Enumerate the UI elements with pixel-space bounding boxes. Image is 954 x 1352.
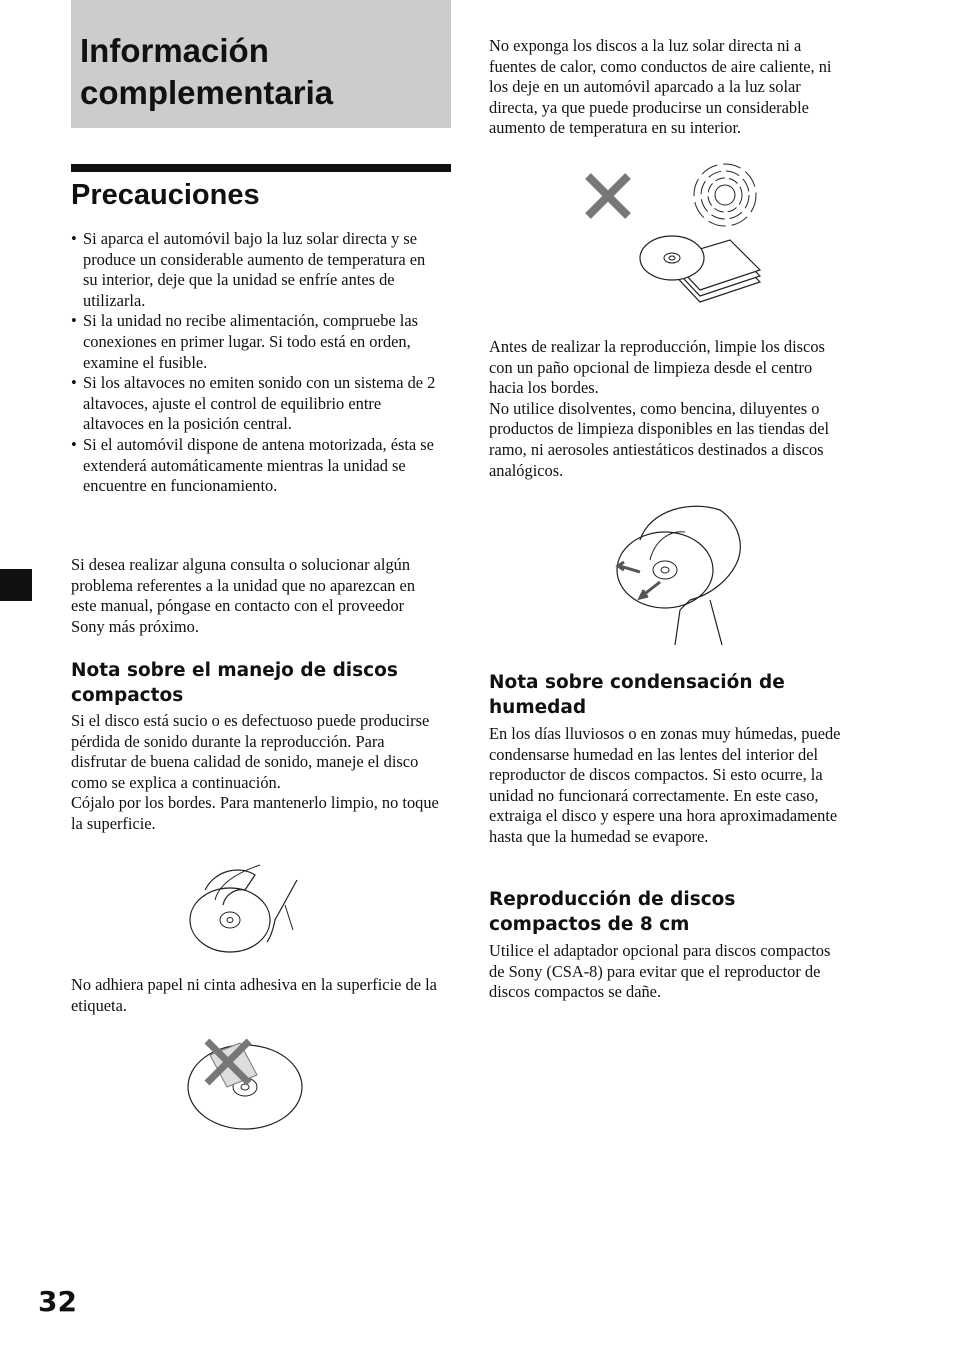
page-number: 32 <box>38 1285 77 1318</box>
disc-held-by-edges-illustration <box>185 860 305 960</box>
disc-no-tape-illustration <box>185 1035 315 1135</box>
handling-paragraph: Si el disco está sucio o es defectuoso puede producirse pérdida de sonido durante la reproducción. Para disfrutar de buena calidad de sonido, maneje el disco como se explica a continuación. <box>71 711 430 792</box>
list-item: • Si aparca el automóvil bajo la luz solar directa y se produce un considerable aumento de temperatura en su interior, deje que la unidad se enfríe antes de utilizarla. <box>71 229 441 311</box>
handling-paragraph: Cójalo por los bordes. Para mantenerlo limpio, no toque la superficie. <box>71 793 439 833</box>
consult-paragraph: Si desea realizar alguna consulta o solucionar algún problema referentes a la unidad que no aparezcan en este manual, póngase en contacto con el proveedor Sony más próximo. <box>71 555 416 636</box>
solvent-paragraph: No utilice disolventes, como bencina, diluyentes o productos de limpieza disponibles en las tiendas del ramo, ni aerosoles antiestáticos destinados a discos analógicos. <box>489 398 830 480</box>
list-item-text: Si la unidad no recibe alimentación, compruebe las conexiones en primer lugar. Si todo está en orden, examine el fusible. <box>83 311 418 372</box>
precautions-list <box>71 229 441 497</box>
section-title <box>80 30 448 114</box>
section-title-line2: complementaria <box>80 74 334 111</box>
condensation-paragraph: En los días lluviosos o en zonas muy húmedas, puede condensarse humedad en las lentes del interior del reproductor de discos compactos. Si esto ocurre, la unidad no funcionará correctamente. En este caso, extraiga el disco y espere una hora aproximadamente hasta que la humedad se evapore. <box>489 724 841 846</box>
disc8-paragraph: Utilice el adaptador opcional para discos compactos de Sony (CSA-8) para evitar que el reproductor de discos compactos se dañe. <box>489 941 831 1002</box>
cleaning-paragraph: Antes de realizar la reproducción, limpie los discos con un paño opcional de limpieza desde el centro hacia los bordes. <box>489 337 825 398</box>
list-item: • Si los altavoces no emiten sonido con un sistema de 2 altavoces, ajuste el control de equilibrio entre altavoces en la posición central. <box>71 373 441 435</box>
handling-heading: Nota sobre el manejo de discos compactos <box>71 660 398 706</box>
no-paper-paragraph: No adhiera papel ni cinta adhesiva en la superficie de la etiqueta. <box>71 975 437 1015</box>
condensation-heading: Nota sobre condensación de humedad <box>489 672 785 718</box>
handling-text <box>71 711 441 835</box>
page-heading: Precauciones <box>71 179 260 211</box>
sunlight-paragraph: No exponga los discos a la luz solar directa ni a fuentes de calor, como conductos de aire caliente, ni los deje en un automóvil aparcado a la luz solar directa, ya que puede producirse un considerable aumento de temperatura en su interior. <box>489 36 832 138</box>
section-title-line1: Información <box>80 32 269 69</box>
heading-rule <box>71 164 451 172</box>
list-item-text: Si el automóvil dispone de antena motorizada, ésta se extenderá automáticamente mientras la unidad se encuentre en funcionamiento. <box>83 434 434 496</box>
list-item-text: Si los altavoces no emiten sonido con un sistema de 2 altavoces, ajuste el control de equilibrio entre altavoces en la posición central. <box>83 373 436 434</box>
list-item: • Si el automóvil dispone de antena motorizada, ésta se extenderá automáticamente mientras la unidad se encuentre en funcionamiento. <box>71 435 441 497</box>
cleaning-text <box>489 337 849 481</box>
section-tab-marker <box>0 569 32 601</box>
disc8-heading: Reproducción de discos compactos de 8 cm <box>489 889 736 935</box>
disc-cleaning-illustration <box>610 500 750 650</box>
list-item-text: Si aparca el automóvil bajo la luz solar directa y se produce un considerable aumento de temperatura en su interior, deje que la unidad se enfríe antes de utilizarla. <box>83 229 426 310</box>
heat-warning-illustration <box>580 160 770 310</box>
list-item: • Si la unidad no recibe alimentación, compruebe las conexiones en primer lugar. Si todo está en orden, examine el fusible. <box>71 311 441 373</box>
